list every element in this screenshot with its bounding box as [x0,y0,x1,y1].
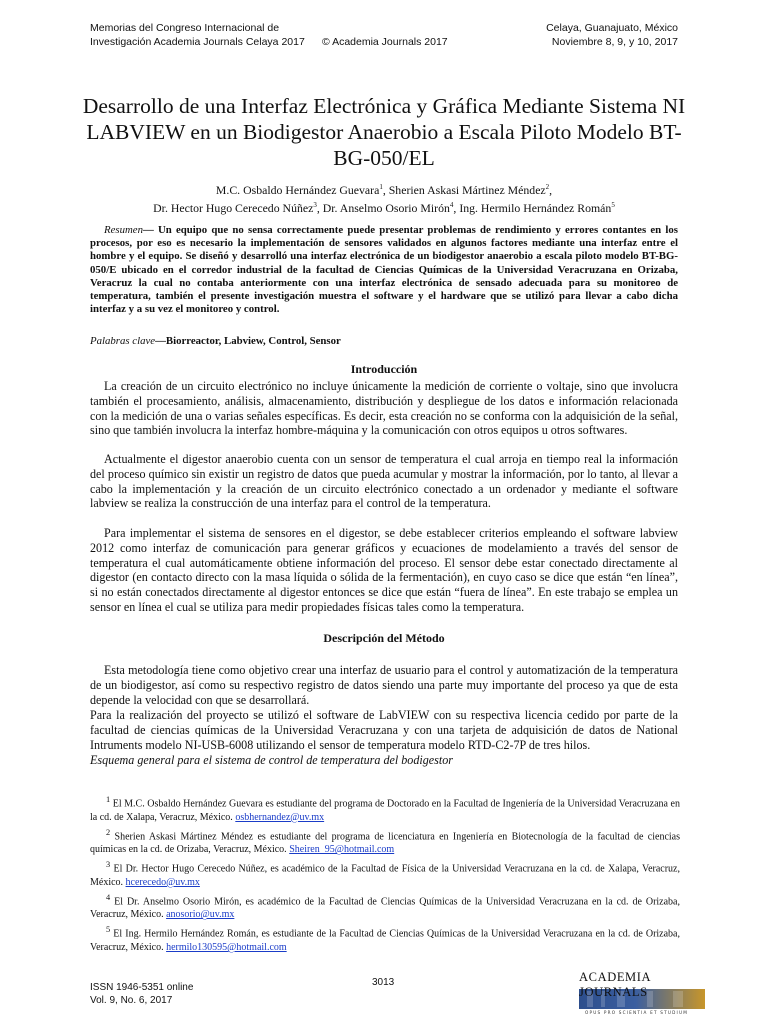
keywords-label: Palabras clave [90,335,156,347]
author-5: Ing. Hermilo Hernández Román [459,200,612,215]
header-left [90,21,305,49]
footer-volume: Vol. 9, No. 6, 2017 [90,995,173,1006]
footnote-3-email-link[interactable]: hcerecedo@uv.mx [125,876,200,888]
author-3-mark: 3 [313,200,317,209]
intro-paragraph-3: Para implementar el sistema de sensores en el digestor, se debe establecer criterios empleando el software labview 2012 como interfaz de comunicación para generar gráficos y ecuaciones de modelamiento a través del sensor de temperatura el cual automáticamente obtiene información del proceso. El sensor debe estar conectado directamente al digestor (en contacto directo con la masa líquida o sólida de la fermentación), en cuyo caso se dice que están “en línea”, si no están conectados directamente al digestor entonces se dice que están “fuera de línea”. En este trabajo se emplea un sensor en línea el cual se utiliza para medir propiedades físicas tales como la temperatura. [90,526,678,614]
header-location: Celaya, Guanajuato, México [546,22,678,34]
author-4-mark: 4 [449,200,454,209]
abstract [90,224,678,316]
abstract-label: Resumen [104,224,143,236]
footer-issn: ISSN 1946-5351 online [90,982,194,993]
page-number: 3013 [372,977,395,988]
keywords-text: —Biorreactor, Labview, Control, Sensor [155,335,341,347]
footnote-1-mark: 1 [106,795,111,804]
footnote-5 [90,923,680,954]
intro-paragraph-1: La creación de un circuito electrónico no incluye únicamente la medición de corriente o voltaje, sino que involucra también el procesamiento, análisis, almacenamiento, distribución y despliegue de los datos e información relacionada con la medición de una o varias señales específicas. Es decir, esta creación no se conforma con la adquisición de la señal, sino que también involucra la interfaz hombre-máquina y la comunicación con otros equipos u otros softwares. [90,379,678,438]
footnote-2-mark: 2 [106,827,111,837]
header-conference-line2: Investigación Academia Journals Celaya 2017 [90,36,305,48]
footnote-2-email-link[interactable]: Sheiren_95@hotmail.com [289,844,395,856]
method-paragraph-2: Para la realización del proyecto se utilizó el software de LabVIEW con su respectiva licencia cedido por parte de la facultad de ciencias químicas de la Universidad Veracruzana y con una tarjeta de adquisición de datos de National Intruments modelo NI-USB-6008 utilizando el sensor de temperatura modelo RTD-C2-7P de tres hilos. [90,708,678,752]
authors: M.C. Osbaldo Hernández Guevara$^1$, Sherien Askasi Mártinez Méndez$^2$, Dr. Hector Hugo Cerecedo Núñez$^3$, Dr. Anselmo Osorio Mirón$^4$, Ing. Hermilo Hernández Román$^5$ [153,182,615,215]
footnote-1-email-link[interactable]: osbhernandez@uv.mx [235,811,325,823]
author-5-mark: 5 [611,200,615,209]
logo-wordmark: ACADEMIA JOURNALS [579,970,651,999]
header-copyright: © Academia Journals 2017 [322,36,448,48]
footnote-5-email-link[interactable]: hermilo130595@hotmail.com [166,941,287,953]
logo-motto: OPUS PRO SCIENTIA ET STUDIUM [585,1010,689,1015]
footnote-5-text: El Ing. Hermilo Hernández Román, es estudiante de la Facultad de Ciencias Químicas de la Universidad Veracruzana en la cd. de Orizaba, Veracruz, México. [90,928,680,953]
method-figure-caption: Esquema general para el sistema de control de temperatura del bodigestor [90,753,453,767]
abstract-text: — Un equipo que no sensa correctamente puede presentar problemas de rendimiento y errores contantes en los procesos, por eso es necesario la implementación de sensores validados en algunos factores mediante una interfaz entre el hombre y el equipo. Se diseñó y desarrolló una interfaz electrónica de un biodigestor anaerobio a escala piloto modelo BT-BG-050/E ubicado en el corredor industrial de la facultad de Ciencias Químicas de la Universidad Veracruzana en Orizaba, Veracruz la cual no contaba anteriormente con una interfaz electrónica de sensado adecuada para su monitoreo de temperatura, también el presente investigación muestra el software y el hardware que se utilizó para llevar a cabo dicha interfaz y a su vez el monitoreo y control. [90,224,678,316]
header-conference-line1: Memorias del Congreso Internacional de [90,22,280,34]
intro-paragraph-2: Actualmente el digestor anaerobio cuenta con un sensor de temperatura el cual arroja en tiempo real la información del proceso químico sin existir un registro de datos que pueda acumular y mostrar la información, por lo tanto, al llevar a cabo la implementación y la creación de un circuito electrónico conectado a un ordenador y mediante el software labview se realiza la construcción de una interfaz para el control de la temperatura. [90,452,678,511]
author-1-mark: 1 [379,183,383,191]
keywords [90,335,341,347]
method-heading: Descripción del Método [323,631,445,645]
header-dates: Noviembre 8, 9, y 10, 2017 [551,36,678,48]
footnote-4-mark: 4 [106,892,111,902]
paper-title: Desarrollo de una Interfaz Electrónica y Gráfica Mediante Sistema NI LABVIEW en un Biodigestor Anaerobio a Escala Piloto Modelo BT-BG-050/EL [82,94,686,170]
footer-issn-block [90,981,193,1007]
method-paragraph-1: Esta metodología tiene como objetivo crear una interfaz de usuario para el control y automatización de la temperatura de un biodigestor, así como su respectivo registro de datos siendo una parte muy importante del proceso ya que de esta depende la velocidad con que se desarrollará. [90,663,678,707]
footnote-4-email-link[interactable]: anosorio@uv.mx [166,909,235,921]
footnote-1 [90,793,680,824]
academia-journals-logo [577,972,707,1016]
author-2-mark: 2 [545,183,550,191]
header-right [546,21,678,49]
author-4: Dr. Anselmo Osorio Mirón [322,200,450,215]
footnotes [90,793,680,956]
footnote-2-text: Sherien Askasi Mártinez Méndez es estudiante del programa de licenciatura en Ingeniería en Biotecnología de la facultad de ciencias químicas en la cd. de Orizaba, Veracruz, México. [90,830,680,856]
footnote-4-text: El Dr. Anselmo Osorio Mirón, es académico de la Facultad de Ciencias Químicas de la Universidad Veracruzana en la cd. de Orizaba, Veracruz, México. [90,895,680,921]
author-3: Dr. Hector Hugo Cerecedo Núñez [153,200,314,215]
footnote-5-mark: 5 [106,925,111,935]
footnote-2 [90,826,680,857]
footnote-1-text: El M.C. Osbaldo Hernández Guevara es estudiante del programa de Doctorado en la Facultad de Ingeniería de la Universidad Veracruzana en la cd. de Xalapa, Veracruz, México. [90,798,680,823]
footnote-3 [90,858,680,889]
footnote-3-mark: 3 [106,860,111,870]
author-1: M.C. Osbaldo Hernández Guevara [215,182,380,197]
author-2: Sherien Askasi Mártinez Méndez [388,182,546,197]
footnote-4 [90,891,680,922]
intro-heading: Introducción [350,362,418,376]
footnote-3-text: El Dr. Hector Hugo Cerecedo Núñez, es académico de la Facultad de Física de la Universidad Veracruzana en la cd. de Xalapa, Veracruz, México. [90,863,680,888]
